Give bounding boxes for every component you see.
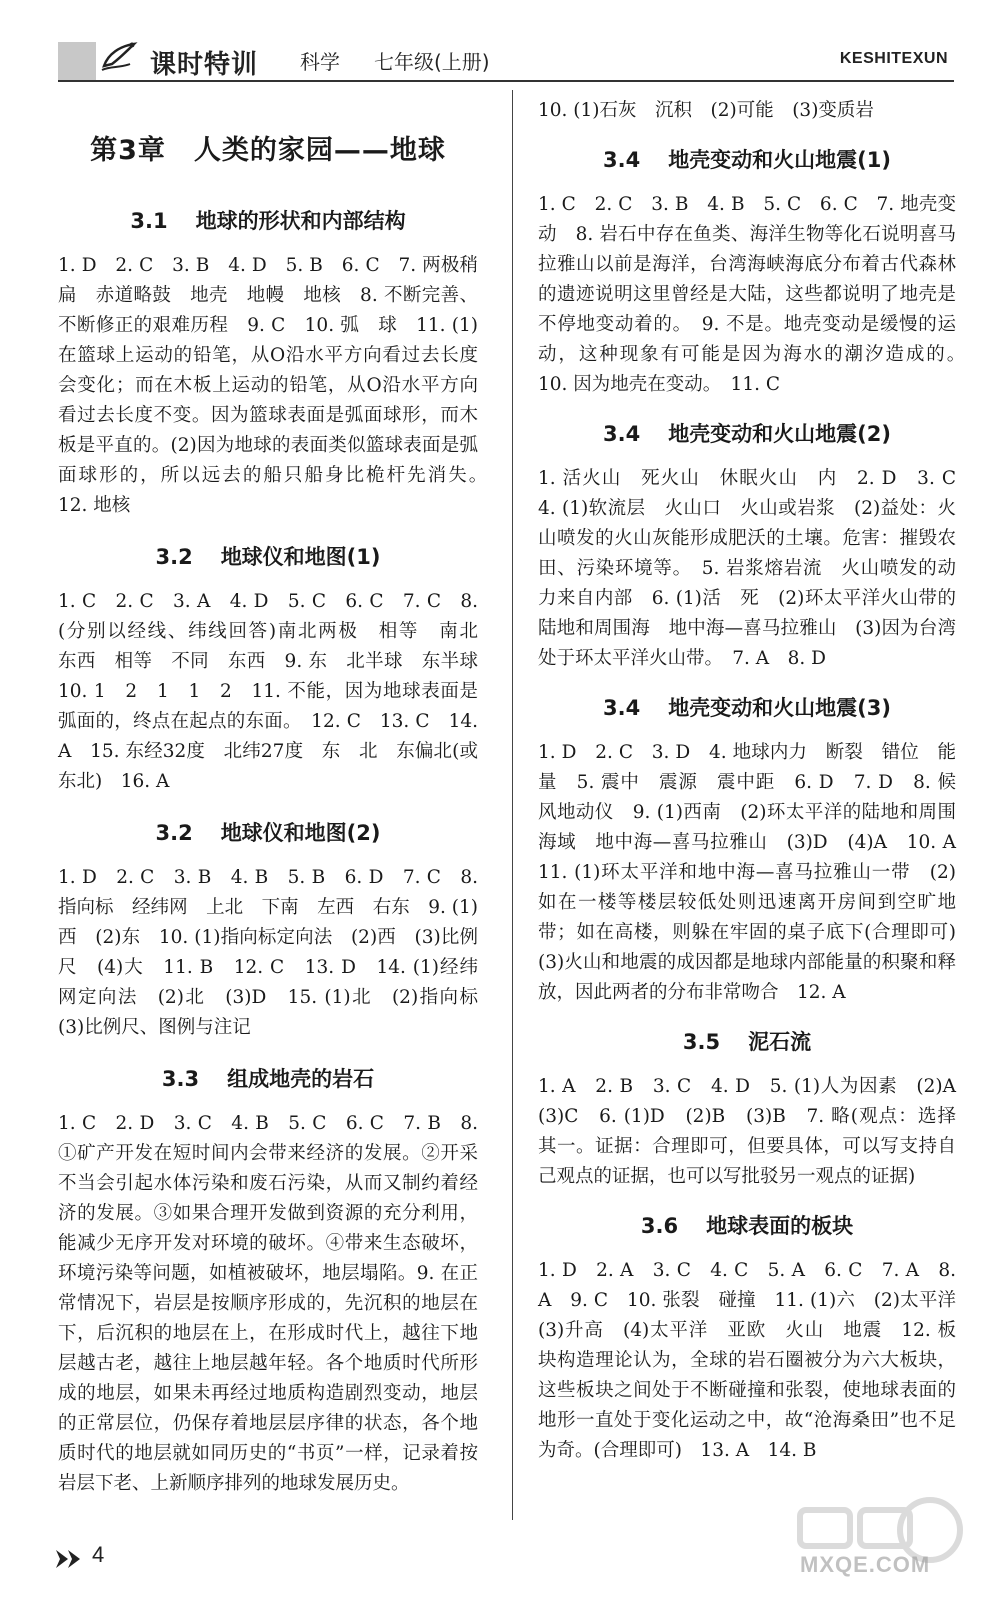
section-3-2-b <box>58 817 497 1043</box>
section-number: 3.4 <box>602 696 641 720</box>
section-number: 3.4 <box>602 148 641 172</box>
section-heading: 泥石流 <box>748 1030 812 1054</box>
section-number: 3.3 <box>161 1067 200 1091</box>
section-3-4-c <box>538 692 975 1008</box>
column-divider <box>512 90 513 1520</box>
watermark-text: MXQE.COM <box>800 1552 931 1577</box>
chapter-title: 第3章 人类的家园——地球 <box>90 135 446 166</box>
section-number: 3.2 <box>155 821 193 845</box>
section-answers: 1. 活火山 死火山 休眠火山 内 2. D 3. C 4. (1)软流层 火山口 火山或岩浆 (2)益处：火山喷发的火山灰能形成肥沃的土壤。危害：摧毁农田、污染环境等。 5. 岩浆熔岩流 火山喷发的动力来自内部 6. (1)活 死 (2)环太平洋火山带的陆地和周围海 地中海—喜马拉雅山 (3)因为台湾处于环太平洋火山带。 7. A 8. D <box>538 468 975 669</box>
page-header <box>0 0 1004 84</box>
double-arrow-icon <box>56 1548 86 1570</box>
section-title <box>538 1210 956 1240</box>
header-subject: 科学 <box>300 50 340 74</box>
section-title <box>538 1026 956 1056</box>
section-answers: 1. C 2. C 3. A 4. D 5. C 6. C 7. C 8. (分别以经线、纬线回答)南北两极 相等 南北 东西 相等 不同 东西 9. 东 北半球 东半球 10. 1 2 1 1 2 11. 不能，因为地球表面是弧面的，终点在起点的东面。 12. C 13. C 14. A 15. 东经32度 北纬27度 东 北 东偏北(或东北) 16. A <box>58 591 497 792</box>
pen-logo-icon <box>98 36 140 78</box>
section-number: 3.6 <box>640 1214 679 1238</box>
right-column <box>538 96 975 1466</box>
section-title <box>58 541 478 571</box>
section-3-4-b <box>538 418 975 674</box>
section-3-4-a <box>538 144 975 400</box>
section-3-1 <box>58 205 497 521</box>
header-brand: 课时特训 <box>150 50 259 80</box>
section-answers: 1. D 2. C 3. B 4. D 5. B 6. C 7. 两极稍扁 赤道略鼓 地壳 地幔 地核 8. 不断完善、不断修正的艰难历程 9. C 10. 弧 球 11. (1)在篮球上运动的铅笔，从O沿水平方向看过去长度会变化；而在木板上运动的铅笔，从O沿水平方向看过去长度不变。因为篮球表面是弧面球形，而木板是平直的。(2)因为地球的表面类似篮球表面是弧面球形的，所以远去的船只船身比桅杆先消失。 12. 地核 <box>58 255 497 516</box>
section-number: 3.2 <box>155 545 193 569</box>
header-gray-box <box>58 42 96 80</box>
section-answers: 1. D 2. A 3. C 4. C 5. A 6. C 7. A 8. A 9. C 10. 张裂 碰撞 11. (1)六 (2)太平洋 (3)升高 (4)太平洋 亚欧 火山 地震 12. 板块构造理论认为，全球的岩石圈被分为六大板块，这些板块之间处于不断碰撞和张裂，使地球表面的地形一直处于变化运动之中，故“沧海桑田”也不足为奇。(合理即可) 13. A 14. B <box>538 1260 975 1461</box>
section-answers: 1. C 2. C 3. B 4. B 5. C 6. C 7. 地壳变动 8. 岩石中存在鱼类、海洋生物等化石说明喜马拉雅山以前是海洋，台湾海峡海底分布着古代森林的遗迹说明这里曾经是大陆，这些都说明了地壳是不停地变动着的。 9. 不是。地壳变动是缓慢的运动，这种现象有可能是因为海水的潮汐造成的。 10. 因为地壳在变动。 11. C <box>538 194 975 395</box>
header-rule <box>58 80 954 82</box>
section-heading: 地球表面的板块 <box>706 1214 854 1238</box>
section-title <box>538 692 956 722</box>
section-number: 3.5 <box>682 1030 721 1054</box>
section-3-6 <box>538 1210 975 1466</box>
section-heading: 地球仪和地图(1) <box>220 545 381 569</box>
section-answers: 1. D 2. C 3. B 4. B 5. B 6. D 7. C 8. 指向标 经纬网 上北 下南 左西 右东 9. (1)西 (2)东 10. (1)指向标定向法 (2)西 (3)比例尺 (4)大 11. B 12. C 13. D 14. (1)经纬网定向法 (2)北 (3)D 15. (1)北 (2)指向标 (3)比例尺、图例与注记 <box>58 867 497 1038</box>
section-heading: 地壳变动和火山地震(1) <box>668 148 891 172</box>
section-number: 3.4 <box>602 422 641 446</box>
section-number: 3.1 <box>130 209 168 233</box>
section-answers: 1. A 2. B 3. C 4. D 5. (1)人为因素 (2)A (3)C 6. (1)D (2)B (3)B 7. 略(观点：选择其一。证据：合理即可，但要具体，可以写支持自己观点的证据，也可以写批驳另一观点的证据) <box>538 1076 975 1187</box>
section-heading: 地球的形状和内部结构 <box>195 209 406 233</box>
section-heading: 地壳变动和火山地震(3) <box>668 696 891 720</box>
page-number: 4 <box>92 1542 105 1567</box>
header-brand-en: KESHITEXUN <box>839 50 948 67</box>
header-grade: 七年级(上册) <box>374 50 490 74</box>
section-title <box>58 205 478 235</box>
section-title <box>58 817 478 847</box>
continued-answers: 10. (1)石灰 沉积 (2)可能 (3)变质岩 <box>538 100 874 121</box>
section-3-3 <box>58 1063 478 1499</box>
section-3-2-a <box>58 541 497 797</box>
section-3-5 <box>538 1026 975 1192</box>
section-title <box>538 418 956 448</box>
section-heading: 地壳变动和火山地震(2) <box>668 422 891 446</box>
section-answers: 1. D 2. C 3. D 4. 地球内力 断裂 错位 能量 5. 震中 震源 震中距 6. D 7. D 8. 候风地动仪 9. (1)西南 (2)环太平洋的陆地和周围海域 地中海—喜马拉雅山 (3)D (4)A 10. A 11. (1)环太平洋和地中海—喜马拉雅山一带 (2)如在一楼等楼层较低处则迅速离开房间到空旷地带；如在高楼，则躲在牢固的桌子底下(合理即可) (3)火山和地震的成因都是地球内部能量的积聚和释放，因此两者的分布非常吻合 12. A <box>538 742 975 1003</box>
section-heading: 组成地壳的岩石 <box>227 1067 375 1091</box>
left-column <box>58 96 497 1499</box>
section-answers: 1. C 2. D 3. C 4. B 5. C 6. C 7. B 8. ①矿产开发在短时间内会带来经济的发展。②开采不当会引起水体污染和废石污染，从而又制约着经济的发展。③如果合理开发做到资源的充分利用，能减少无序开发对环境的破坏。④带来生态破坏，环境污染等问题，如植被破坏，地层塌陷。9. 在正常情况下，岩层是按顺序形成的，先沉积的地层在下，后沉积的地层在上，在形成时代上，越往下地层越古老，越往上地层越年轻。各个地质时代所形成的地层，如果未再经过地质构造剧烈变动，地层的正常层位，仍保存着地层层序律的状态，各个地质时代的地层就如同历史的“书页”一样，记录着按岩层下老、上新顺序排列的地球发展历史。 <box>58 1113 478 1494</box>
section-title <box>58 1063 478 1093</box>
section-title <box>538 144 956 174</box>
section-heading: 地球仪和地图(2) <box>220 821 381 845</box>
